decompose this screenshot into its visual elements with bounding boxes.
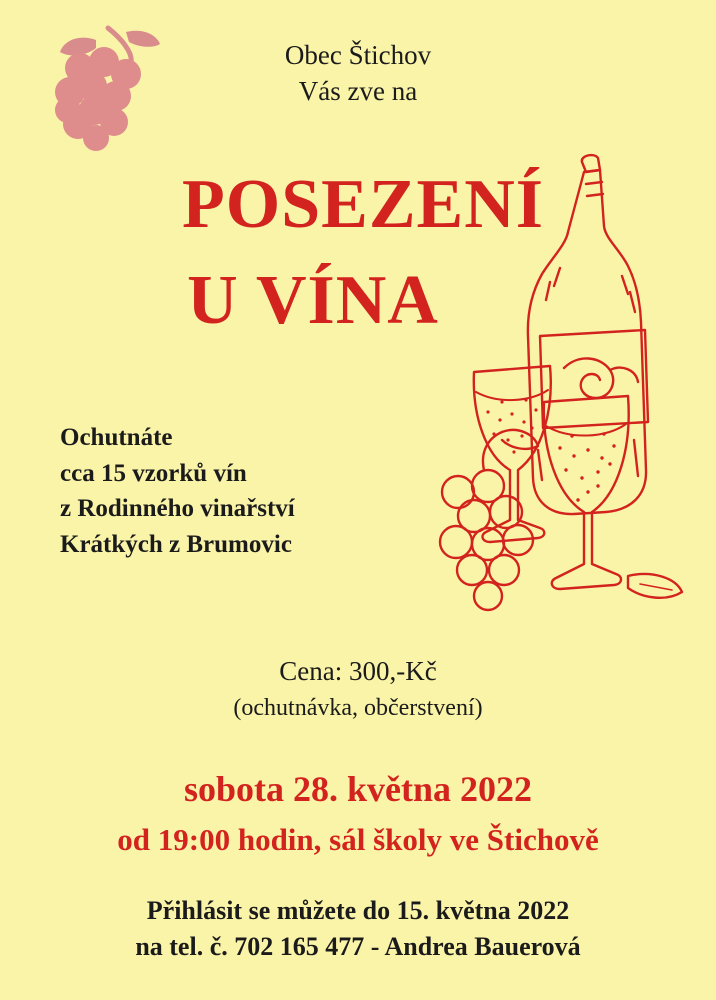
- description-line-4: Krátkých z Brumovic: [60, 530, 292, 558]
- price-block: [0, 655, 716, 723]
- contact-deadline: Přihlásit se můžete do 15. května 2022: [146, 896, 570, 925]
- description-line-2: cca 15 vzorků vín: [60, 459, 247, 487]
- event-date: sobota 28. května 2022: [183, 769, 533, 809]
- title-line-2: U VÍNA: [187, 262, 439, 339]
- description-block: [60, 420, 440, 562]
- title-line-1: POSEZENÍ: [182, 166, 544, 243]
- description-line-3: z Rodinného vinařství: [60, 495, 295, 522]
- contact-phone: na tel. č. 702 165 477 - Andrea Bauerová: [135, 931, 581, 961]
- page-title: [0, 166, 716, 339]
- invite-header: [0, 38, 716, 109]
- contact-block: [0, 893, 716, 965]
- event-time-venue: od 19:00 hodin, sál školy ve Štichově: [117, 821, 599, 857]
- price-note: (ochutnávka, občerstvení): [233, 694, 483, 721]
- price-amount: Cena: 300,-Kč: [279, 656, 437, 686]
- event-date-block: [0, 770, 716, 857]
- description-line-1: Ochutnáte: [60, 424, 173, 451]
- invite-line-1: Obec Štichov: [284, 40, 432, 70]
- invite-line-2: Vás zve na: [298, 75, 418, 106]
